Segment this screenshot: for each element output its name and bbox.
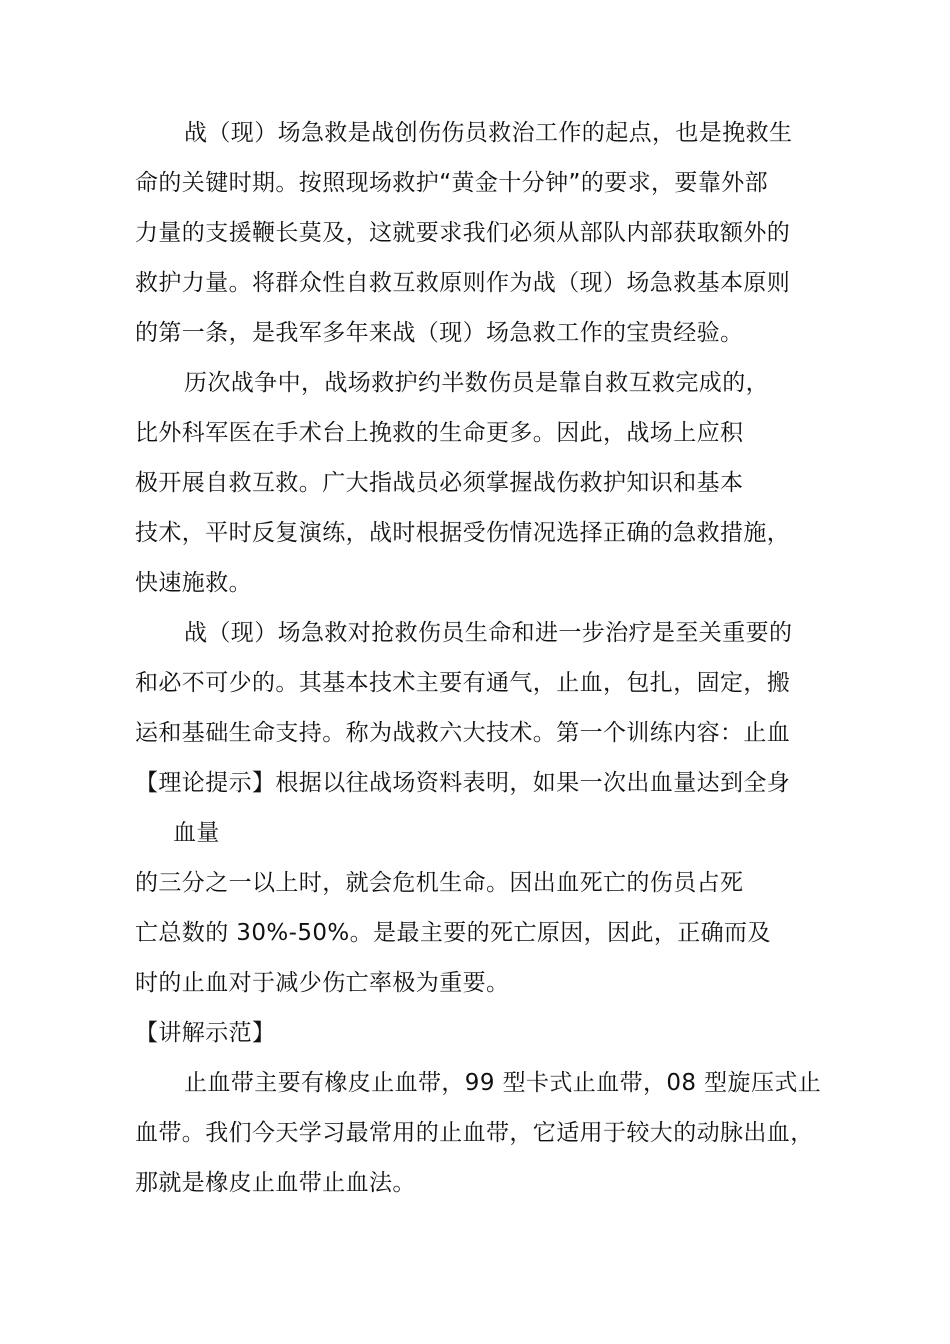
text-line: 血带。我们今天学习最常用的止血带，它适用于较大的动脉出血， [135, 1120, 814, 1146]
text-line: 时的止血对于减少伤亡率极为重要。 [135, 970, 510, 996]
section-heading: 【讲解示范】 [135, 1020, 276, 1046]
text-line: 那就是橡皮止血带止血法。 [135, 1170, 416, 1196]
text-line: 命的关键时期。按照现场救护“黄金十分钟”的要求，要靠外部 [135, 170, 769, 196]
text-line: 救护力量。将群众性自救互救原则作为战（现）场急救基本原则 [135, 270, 791, 296]
text-line: 技术，平时反复演练，战时根据受伤情况选择正确的急救措施， [135, 520, 791, 546]
text-line: 战（现）场急救是战创伤伤员救治工作的起点，也是挽救生 [184, 120, 793, 146]
text-line: 力量的支援鞭长莫及，这就要求我们必须从部队内部获取额外的 [135, 220, 791, 246]
text-line: 止血带主要有橡皮止血带，99 型卡式止血带，08 型旋压式止 [184, 1070, 822, 1096]
text-line: 的三分之一以上时，就会危机生命。因出血死亡的伤员占死 [135, 870, 744, 896]
text-line: 的第一条，是我军多年来战（现）场急救工作的宝贵经验。 [135, 320, 744, 346]
text-line: 极开展自救互救。广大指战员必须掌握战伤救护知识和基本 [135, 470, 744, 496]
text-line: 运和基础生命支持。称为战救六大技术。第一个训练内容：止血 [135, 720, 791, 746]
text-line: 历次战争中，战场救护约半数伤员是靠自救互救完成的， [184, 370, 769, 396]
text-line: 血量 [173, 820, 220, 846]
text-line: 快速施救。 [135, 570, 252, 596]
text-line: 比外科军医在手术台上挽救的生命更多。因此，战场上应积 [135, 420, 744, 446]
text-line: 和必不可少的。其基本技术主要有通气，止血，包扎，固定，搬 [135, 670, 791, 696]
text-line: 亡总数的 30%-50%。是最主要的死亡原因，因此，正确而及 [135, 920, 771, 946]
text-line: 战（现）场急救对抢救伤员生命和进一步治疗是至关重要的 [184, 620, 793, 646]
text-line: 【理论提示】根据以往战场资料表明，如果一次出血量达到全身 [135, 770, 791, 796]
